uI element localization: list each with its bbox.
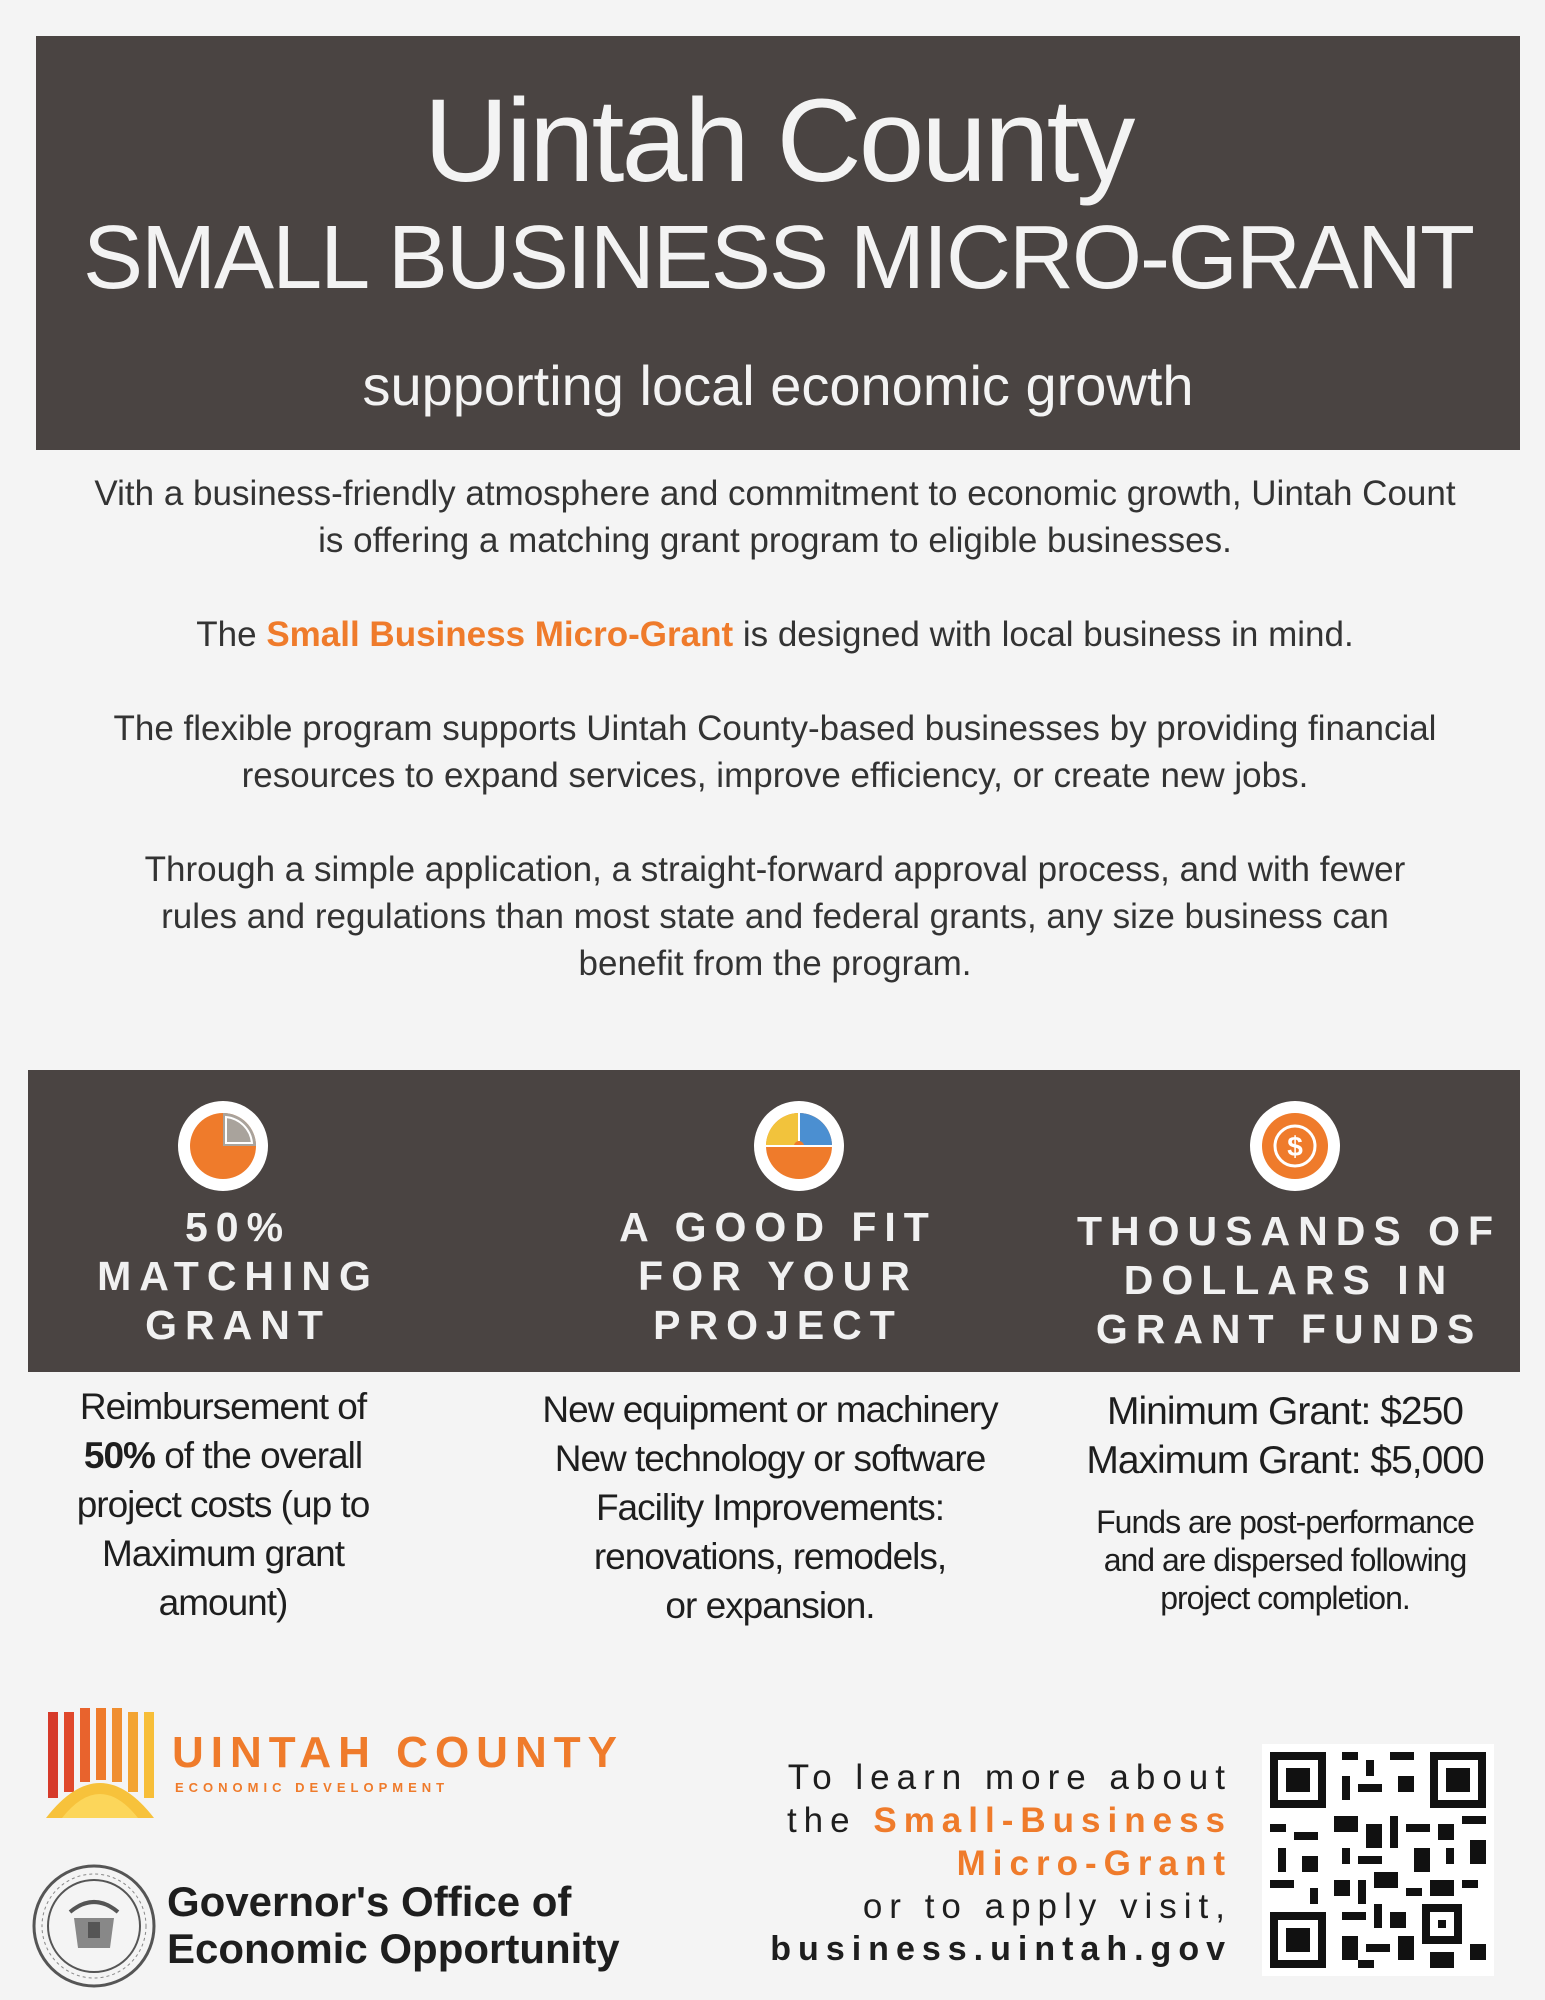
intro-paragraph-3: [30, 705, 1520, 799]
feature-matching-grant: [28, 1070, 448, 1372]
feature-grant-funds: [1058, 1070, 1520, 1372]
matching-grant-description: [28, 1382, 418, 1627]
grant-funds-description: [1055, 1387, 1515, 1617]
feature-title-line: MATCHING: [97, 1253, 379, 1299]
intro-p3-line2: resources to expand services, improve efficiency, or create new jobs.: [241, 756, 1309, 795]
desc-line: New equipment or machinery: [542, 1389, 998, 1430]
feature-title-line: GRANT: [145, 1302, 331, 1348]
learn-more-block: [770, 1756, 1232, 1971]
intro-p4-line2: rules and regulations than most state and federal grants, any size business can: [161, 897, 1389, 936]
desc-line: project costs (up to: [76, 1484, 370, 1525]
feature-title-line: THOUSANDS OF: [1077, 1208, 1501, 1254]
learn-line1: To learn more about: [787, 1758, 1232, 1797]
funds-note: [1055, 1503, 1515, 1617]
intro-p1-line1: Vith a business-friendly atmosphere and commitment to economic growth, Uintah Count: [94, 474, 1456, 513]
feature-band: [28, 1070, 1520, 1372]
learn-highlight: Small-Business: [873, 1801, 1232, 1840]
feature-title-line: DOLLARS IN: [1123, 1257, 1455, 1303]
learn-line2: [770, 1799, 1232, 1842]
note-line: Funds are post-performance: [1096, 1504, 1474, 1540]
feature-title-line: A GOOD FIT: [619, 1204, 937, 1250]
feature-title-fit: [508, 1203, 1048, 1350]
learn-line4: or to apply visit,: [862, 1887, 1232, 1926]
feature-good-fit: [508, 1070, 1048, 1372]
desc-line: renovations, remodels,: [593, 1536, 947, 1577]
desc-line: Reimbursement of: [79, 1386, 367, 1427]
puzzle-icon: [754, 1101, 844, 1191]
intro-p2-pre: The: [196, 615, 267, 654]
qr-code[interactable]: [1262, 1744, 1494, 1976]
desc-line: Facility Improvements:: [595, 1487, 945, 1528]
feature-title-line: GRANT FUNDS: [1095, 1306, 1483, 1352]
feature-title-line: FOR YOUR: [638, 1253, 918, 1299]
gov-line2: Economic Opportunity: [167, 1925, 620, 1972]
state-seal-icon: [30, 1862, 158, 1995]
note-line: and are dispersed following: [1103, 1542, 1467, 1578]
uintah-county-logo: [44, 1708, 156, 1823]
website-link[interactable]: business.uintah.gov: [770, 1930, 1232, 1968]
learn-line2-pre: the: [786, 1801, 874, 1840]
intro-p4-line1: Through a simple application, a straight-forward approval process, and with fewer: [144, 850, 1406, 889]
intro-text: [30, 470, 1520, 1034]
intro-paragraph-1: [30, 470, 1520, 564]
intro-p3-line1: The flexible program supports Uintah County-based businesses by providing financial: [113, 709, 1437, 748]
intro-p2-highlight: Small Business Micro-Grant: [266, 615, 734, 654]
intro-paragraph-2: [30, 611, 1520, 658]
header-band: [36, 36, 1520, 450]
page-subtitle: SMALL BUSINESS MICRO-GRANT: [83, 208, 1473, 308]
note-line: project completion.: [1160, 1580, 1410, 1616]
desc-line: Maximum grant: [102, 1533, 344, 1574]
tagline: supporting local economic growth: [362, 354, 1194, 417]
desc-line: [28, 1431, 418, 1480]
dollar-icon: [1250, 1101, 1340, 1191]
intro-p1-line2: is offering a matching grant program to eligible businesses.: [318, 521, 1232, 560]
good-fit-description: [490, 1385, 1050, 1630]
svg-text:$: $: [1287, 1131, 1303, 1162]
county-name: UINTAH COUNTY: [172, 1728, 624, 1777]
intro-paragraph-4: [30, 846, 1520, 987]
learn-line3: Micro-Grant: [956, 1844, 1232, 1883]
desc-line: amount): [158, 1582, 288, 1623]
feature-title-line: 50%: [184, 1204, 292, 1250]
intro-p4-line3: benefit from the program.: [578, 944, 972, 983]
pie-chart-icon: [178, 1101, 268, 1191]
intro-p2-post: is designed with local business in mind.: [733, 615, 1354, 654]
gov-line1: Governor's Office of: [167, 1878, 572, 1925]
feature-title-line: PROJECT: [653, 1302, 903, 1348]
feature-title-funds: [1058, 1207, 1520, 1354]
desc-bold: 50%: [83, 1435, 155, 1476]
desc-rest: of the overall: [154, 1435, 363, 1476]
desc-line: or expansion.: [665, 1585, 875, 1626]
feature-title-matching: [28, 1203, 448, 1350]
min-grant: Minimum Grant: $250: [1107, 1390, 1463, 1433]
county-subtitle: ECONOMIC DEVELOPMENT: [175, 1780, 450, 1795]
desc-line: New technology or software: [554, 1438, 986, 1479]
max-grant: Maximum Grant: $5,000: [1086, 1439, 1484, 1482]
page-title: Uintah County: [423, 75, 1133, 207]
governors-office-name: [167, 1878, 620, 1972]
